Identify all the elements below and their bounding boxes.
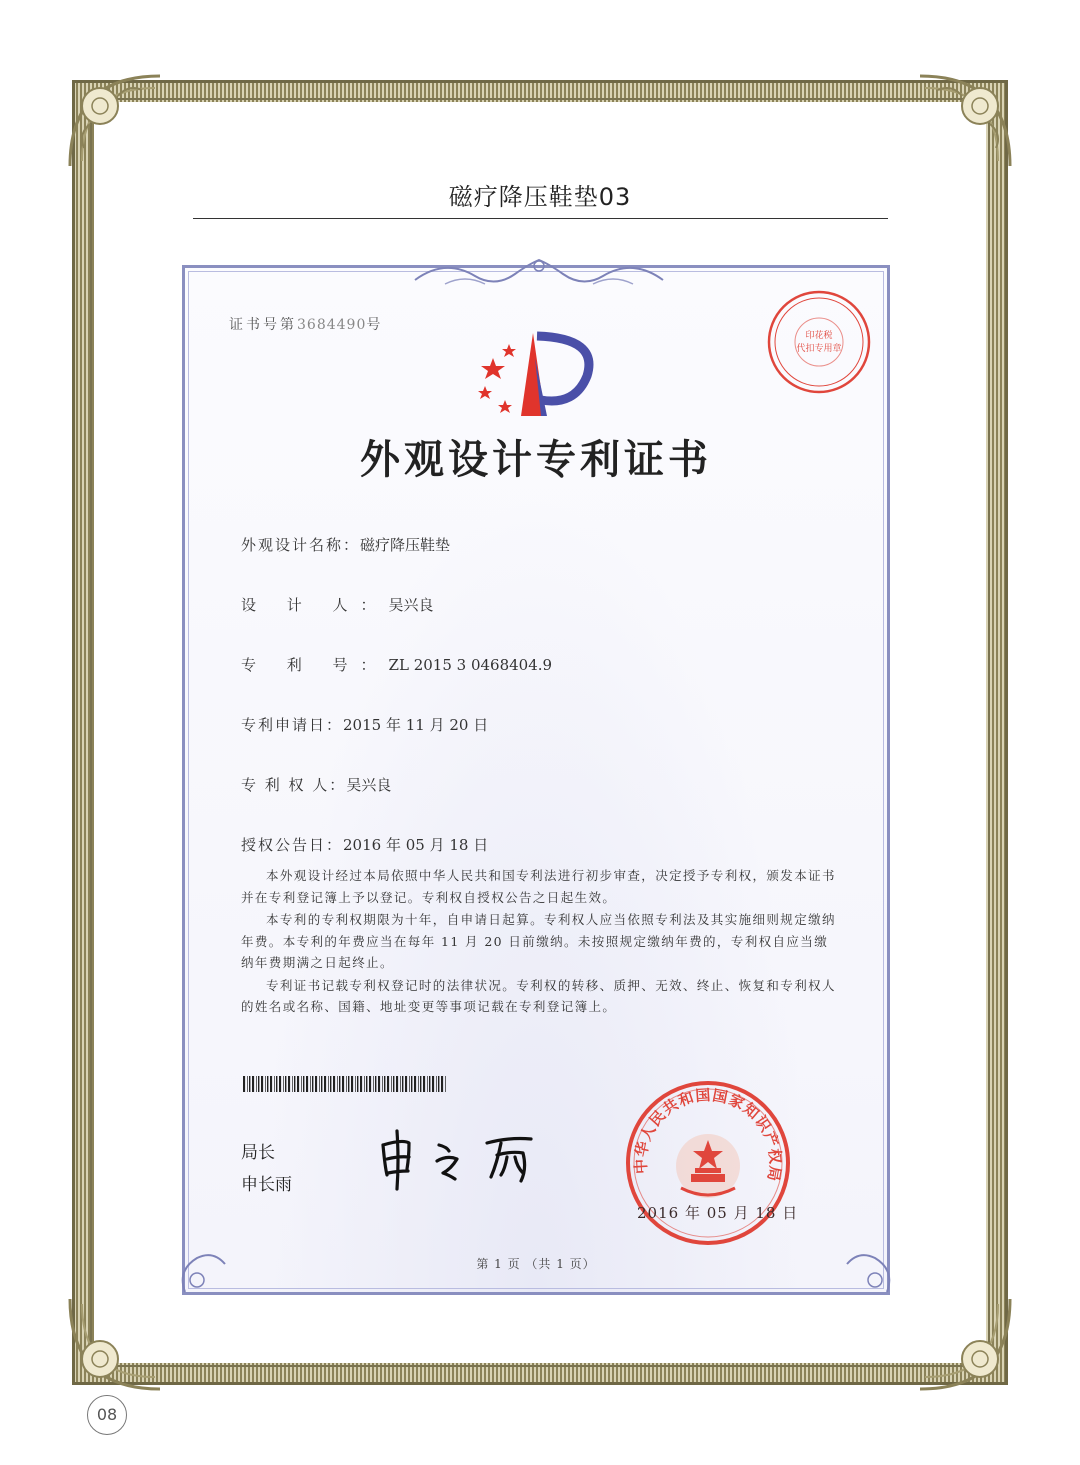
barcode-bar <box>445 1076 446 1092</box>
barcode-bar <box>378 1076 380 1092</box>
frame-corner-ornament <box>60 66 170 176</box>
barcode-bar <box>369 1076 371 1092</box>
barcode-bar <box>247 1076 248 1092</box>
frame-corner-ornament <box>910 66 1020 176</box>
barcode-bar <box>405 1076 407 1092</box>
barcode-bar <box>351 1076 353 1092</box>
field-design-name <box>241 534 450 555</box>
field-application-date <box>241 714 488 735</box>
director-name: 申长雨 <box>241 1175 292 1195</box>
barcode-bar <box>261 1076 263 1092</box>
barcode-bar <box>310 1076 311 1092</box>
field-value: 2015 年 11 月 20 日 <box>343 716 489 734</box>
top-scroll-ornament <box>405 256 673 292</box>
barcode-bar <box>348 1076 349 1092</box>
page-title: 磁疗降压鞋垫03 <box>448 183 632 211</box>
barcode-bar <box>312 1076 313 1092</box>
barcode-bar <box>396 1076 398 1092</box>
field-patent-number <box>241 654 552 675</box>
barcode-bar <box>285 1076 286 1092</box>
barcode-bar <box>393 1076 394 1092</box>
certificate-heading: 外观设计专利证书 <box>360 436 712 483</box>
body-paragraph: 本外观设计经过本局依照中华人民共和国专利法进行初步审查，决定授予专利权，颁发本证书并在专利登记簿上予以登记。专利权自授权公告之日起生效。 <box>241 868 836 905</box>
patent-certificate <box>182 265 890 1295</box>
title-divider <box>193 218 888 219</box>
certificate-number-label: 证书号第 <box>229 317 297 333</box>
barcode-bar <box>441 1076 443 1092</box>
barcode-bar <box>427 1076 428 1092</box>
page-number: 第 1 页 （共 1 页） <box>476 1257 596 1271</box>
director-signature <box>375 1123 555 1193</box>
barcode-bar <box>319 1076 320 1092</box>
barcode-bar <box>382 1076 383 1092</box>
field-value: 磁疗降压鞋垫 <box>360 536 451 554</box>
field-value: 2016 年 05 月 18 日 <box>343 836 489 854</box>
barcode-bar <box>423 1076 425 1092</box>
barcode-bar <box>276 1076 277 1092</box>
field-label: 授权公告日： <box>241 836 344 854</box>
barcode-bar <box>339 1076 340 1092</box>
barcode-bar <box>249 1076 250 1092</box>
field-value: 吴兴良 <box>388 596 434 614</box>
barcode-bar <box>400 1076 401 1092</box>
seal-date: 2016 年 05 月 18 日 <box>637 1204 799 1222</box>
barcode-bar <box>330 1076 331 1092</box>
barcode-bar <box>297 1076 299 1092</box>
certificate-number-value: 3684490 <box>297 317 367 333</box>
field-label: 专 利 权 人： <box>241 776 347 794</box>
barcode-bar <box>436 1076 437 1092</box>
svg-text:印花税: 印花税 <box>805 331 833 341</box>
barcode-bar <box>418 1076 419 1092</box>
barcode-bar <box>414 1076 416 1092</box>
barcode-bar <box>333 1076 335 1092</box>
barcode-bar <box>303 1076 304 1092</box>
field-patentee <box>241 774 391 795</box>
barcode-bar <box>288 1076 290 1092</box>
barcode-bar <box>243 1076 245 1092</box>
barcode-bar <box>420 1076 421 1092</box>
barcode-bar <box>274 1076 275 1092</box>
field-grant-date <box>241 834 488 855</box>
certificate-number <box>229 314 383 334</box>
barcode-bar <box>328 1076 329 1092</box>
barcode-bar <box>375 1076 376 1092</box>
barcode-bar <box>252 1076 254 1092</box>
barcode-bar <box>301 1076 302 1092</box>
field-label: 专 利 号： <box>241 656 389 674</box>
barcode-bar <box>283 1076 284 1092</box>
barcode-bar <box>256 1076 257 1092</box>
barcode-bar <box>267 1076 268 1092</box>
barcode-bar <box>429 1076 430 1092</box>
field-value: ZL 2015 3 0468404.9 <box>388 656 553 674</box>
national-emblem-icon <box>676 1134 740 1198</box>
barcode-bar <box>391 1076 392 1092</box>
barcode <box>243 1076 448 1092</box>
barcode-bar <box>360 1076 362 1092</box>
barcode-bar <box>294 1076 295 1092</box>
barcode-bar <box>411 1076 412 1092</box>
barcode-bar <box>306 1076 308 1092</box>
body-paragraph: 专利证书记载专利权登记时的法律状况。专利权的转移、质押、无效、终止、恢复和专利权人的姓名或名称、国籍、地址变更等事项记载在专利登记簿上。 <box>241 977 836 1014</box>
certificate-body-text <box>241 865 841 1019</box>
page-badge: 08 <box>87 1395 127 1435</box>
barcode-bar <box>265 1076 266 1092</box>
frame-corner-ornament <box>60 1289 170 1399</box>
seal-text: 中华人民共和国国家知识产权局 <box>631 1086 785 1184</box>
barcode-bar <box>355 1076 356 1092</box>
barcode-bar <box>321 1076 322 1092</box>
field-label: 专利申请日： <box>241 716 344 734</box>
field-label: 外观设计名称： <box>241 536 361 554</box>
barcode-bar <box>432 1076 434 1092</box>
barcode-bar <box>402 1076 403 1092</box>
barcode-bar <box>387 1076 389 1092</box>
barcode-bar <box>292 1076 293 1092</box>
field-value: 吴兴良 <box>346 776 392 794</box>
barcode-bar <box>315 1076 317 1092</box>
tax-stamp <box>765 288 873 396</box>
barcode-bar <box>384 1076 385 1092</box>
barcode-bar <box>279 1076 281 1092</box>
field-designer <box>241 594 434 615</box>
field-label: 设 计 人： <box>241 596 389 614</box>
svg-text:代扣专用章: 代扣专用章 <box>796 344 842 354</box>
patent-office-logo <box>475 328 605 423</box>
barcode-bar <box>270 1076 272 1092</box>
frame-corner-ornament <box>910 1289 1020 1399</box>
barcode-bar <box>324 1076 326 1092</box>
barcode-bar <box>337 1076 338 1092</box>
barcode-bar <box>357 1076 358 1092</box>
barcode-bar <box>346 1076 347 1092</box>
barcode-bar <box>409 1076 410 1092</box>
barcode-bar <box>258 1076 259 1092</box>
certificate-number-suffix: 号 <box>366 317 384 333</box>
barcode-bar <box>366 1076 367 1092</box>
barcode-bar <box>373 1076 374 1092</box>
body-paragraph: 本专利的专利权期限为十年，自申请日起算。专利权人应当依照专利法及其实施细则规定缴纳年费。本专利的年费应当在每年 11 月 20 日前缴纳。未按照规定缴纳年费的，专利权自应当缴纳年费期满之日起终止。 <box>241 912 836 970</box>
barcode-bar <box>364 1076 365 1092</box>
barcode-bar <box>342 1076 344 1092</box>
barcode-bar <box>438 1076 439 1092</box>
director-title: 局长 <box>241 1143 275 1163</box>
